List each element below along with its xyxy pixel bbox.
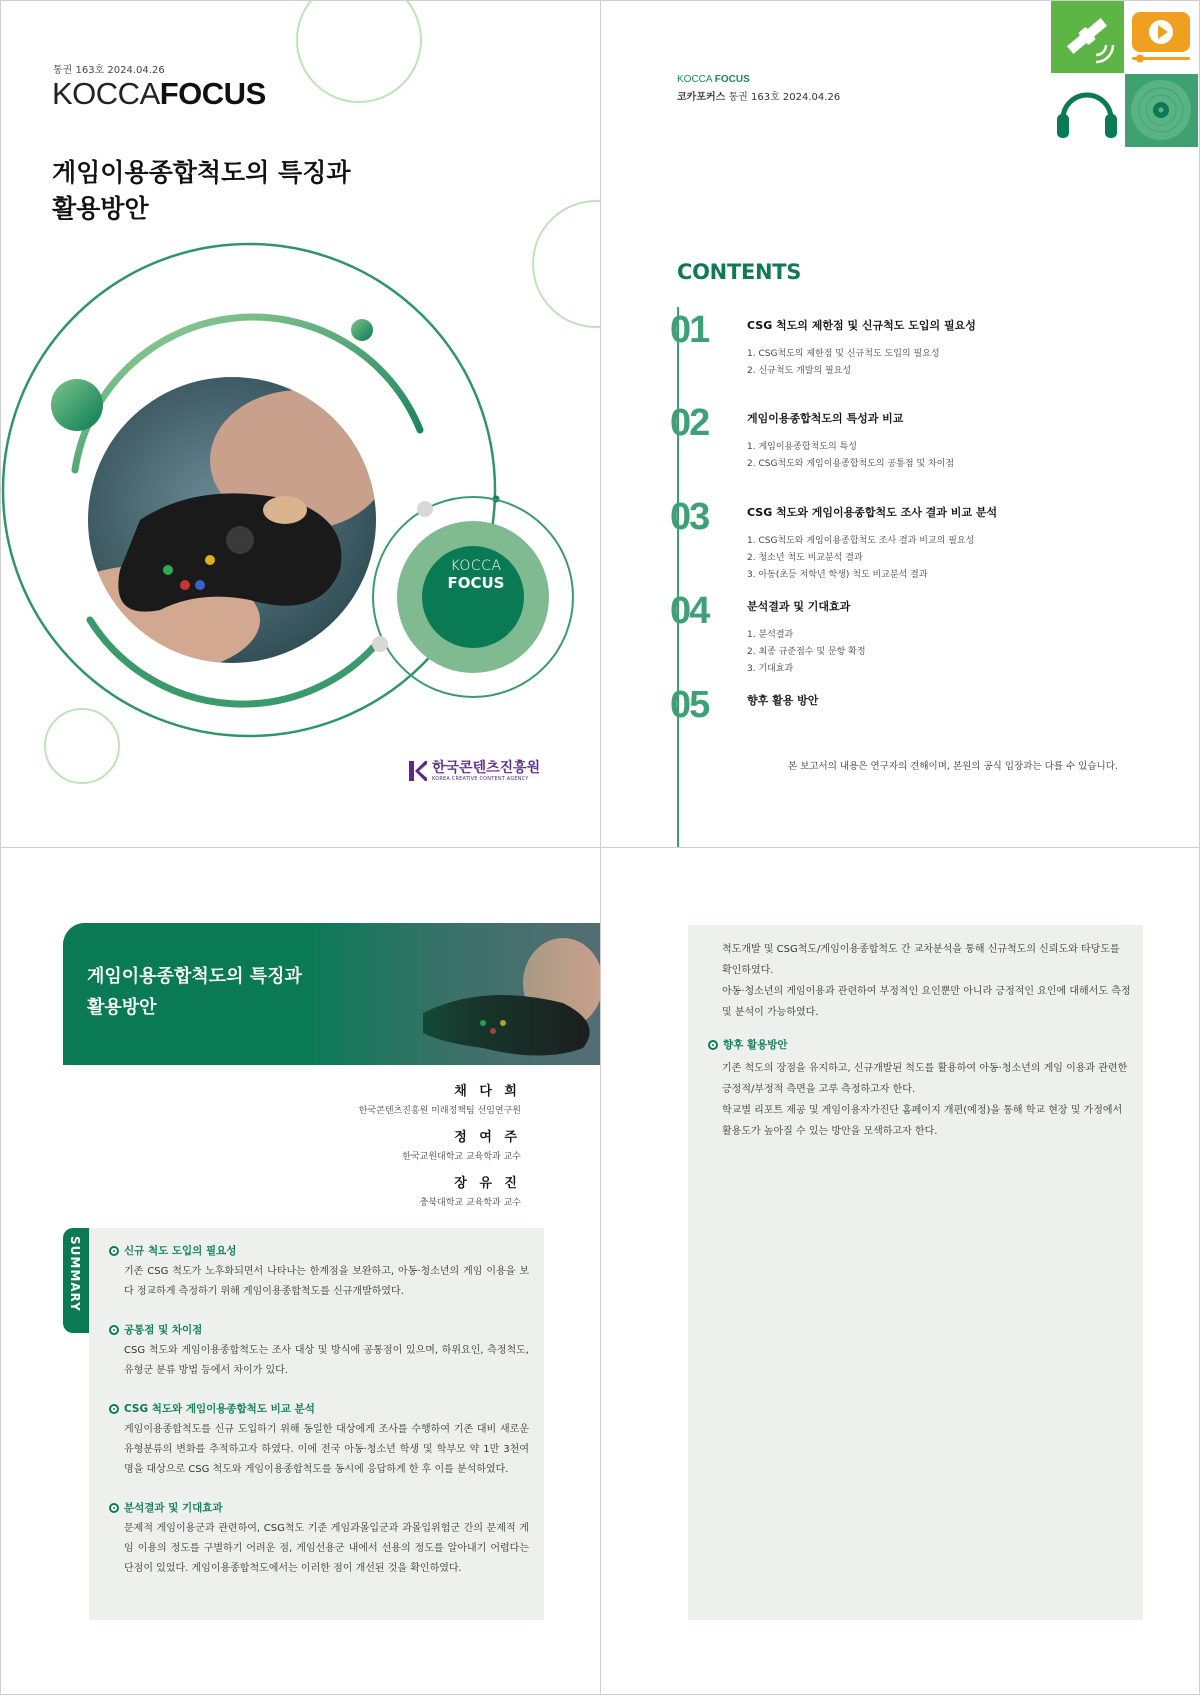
toc-num-1: 01 [670, 309, 709, 351]
author-list [359, 1080, 521, 1218]
summary-tab-label: SUMMARY [68, 1236, 82, 1312]
vinyl-disc-icon [1125, 74, 1198, 147]
summary-heading-text: 향후 활용방안 [723, 1039, 788, 1051]
continued-para-3: 기존 척도의 장점을 유지하고, 신규개발된 척도를 활용하여 아동·청소년의 게임 이용과 관련한 긍정적/부정적 측면을 고루 측정하고자 한다. [722, 1063, 1128, 1095]
deco-circle-right [533, 201, 600, 327]
tile-disc [1125, 74, 1198, 147]
summary-heading [708, 1037, 1128, 1052]
toc-sub-4-3: 3. 기대효과 [747, 664, 794, 674]
toc-num-5: 05 [670, 684, 709, 726]
continued-para-2: 아동·청소년의 게임이용과 관련하여 부정적인 요인뿐만 아니라 긍정적인 요인에 대해서도 측정 및 분석이 가능하였다. [722, 986, 1131, 1018]
satellite-icon [1051, 0, 1124, 73]
author-affiliation: 한국콘텐츠진흥원 미래정책팀 선임연구원 [358, 1106, 521, 1116]
continued-para-4: 학교별 리포트 제공 및 게임이용자가진단 홈페이지 개편(예정)을 통해 학교 현장 및 가정에서 활용도가 높아질 수 있는 방안을 모색하고자 한다. [722, 1105, 1123, 1137]
contents-issue [677, 88, 840, 103]
cover-illustration [0, 0, 600, 847]
brand-thin: KOCCA [52, 76, 160, 111]
article-title-line-2: 활용방안 [87, 997, 157, 1018]
agency-logo [408, 760, 540, 782]
toc-sub-3-3: 3. 아동(초등 저학년 학생) 척도 비교분석 결과 [747, 570, 928, 580]
article-title-line-1: 게임이용종합척도의 특징과 [87, 966, 302, 987]
author-3 [359, 1172, 521, 1208]
bullet-icon [109, 1246, 119, 1256]
summary-heading [109, 1500, 529, 1515]
author-name: 채 다 희 [454, 1084, 521, 1099]
headphones-icon [1051, 74, 1124, 147]
tile-headphones [1051, 74, 1124, 147]
summary-tab [63, 1228, 89, 1333]
agency-name-ko: 한국콘텐츠진흥원 [432, 760, 541, 776]
toc-bar [677, 307, 679, 847]
cover-page [0, 0, 600, 847]
summary-body: CSG 척도와 게임이용종합척도는 조사 대상 및 방식에 공통점이 있으며, 하위요인, 측정척도, 유형군 분류 방법 등에서 차이가 있다. [124, 1345, 529, 1376]
disclaimer: 본 보고서의 내용은 연구자의 견해이며, 본원의 공식 입장과는 다를 수 있습니다. [788, 761, 1118, 772]
bullet-icon [109, 1503, 119, 1513]
contents-issue-bold: 코카포커스 [677, 92, 726, 103]
summary-section-3 [109, 1401, 529, 1480]
badge-line-2: FOCUS [447, 574, 505, 592]
deco-ball-small [351, 319, 373, 341]
toc-title-1: CSG 척도의 제한점 및 신규척도 도입의 필요성 [747, 319, 976, 332]
toc-sub-4-1: 1. 분석결과 [747, 630, 794, 640]
summary-section-2 [109, 1322, 529, 1381]
spread-divider-horizontal [0, 847, 1200, 848]
toc-sub-2-2: 2. CSG척도와 게임이용종합척도의 공통점 및 차이점 [747, 459, 955, 469]
summary-section-4 [109, 1500, 529, 1579]
author-name: 장 유 진 [454, 1176, 521, 1191]
deco-ball-large [51, 379, 103, 431]
tile-satellite [1051, 0, 1124, 73]
toc-sub-3-1: 1. CSG척도와 게임이용종합척도 조사 결과 비교의 필요성 [747, 536, 975, 546]
article-banner [63, 923, 600, 1065]
summary-heading-text: 신규 척도 도입의 필요성 [124, 1245, 237, 1257]
toc-title-3: CSG 척도와 게임이용종합척도 조사 결과 비교 분석 [747, 506, 998, 519]
contents-brand [677, 74, 840, 85]
article-title [87, 961, 302, 1023]
summary-continued-page [600, 848, 1200, 1695]
toc-sub-3-2: 2. 청소년 척도 비교분석 결과 [747, 553, 863, 563]
summary-heading [109, 1243, 529, 1258]
summary-section-1 [109, 1243, 529, 1302]
summary-heading [109, 1322, 529, 1337]
toc-num-3: 03 [670, 496, 709, 538]
cover-title-line-1: 게임이용종합척도의 특징과 [52, 158, 351, 187]
kocca-focus-badge [396, 558, 556, 592]
author-affiliation: 한국교원대학교 교육학과 교수 [402, 1152, 521, 1162]
contents-header [677, 74, 840, 103]
summary-heading-text: CSG 척도와 게임이용종합척도 비교 분석 [124, 1403, 315, 1415]
toc-sub-1-1: 1. CSG척도의 제한점 및 신규척도 도입의 필요성 [747, 349, 940, 359]
summary-body: 게임이용종합척도를 신규 도입하기 위해 동일한 대상에게 조사를 수행하여 기존 대비 새로운 유형분류의 변화를 추적하고자 하였다. 이에 전국 아동·청소년 학생 및 학부모 약 1만 3천여 명을 대상으로 CSG 척도와 게임이용종합척도를 동시에 응답하게 한 후 이를 분석하였다. [124, 1424, 529, 1475]
contents-brand-bold: FOCUS [714, 74, 750, 85]
continued-para-1: 척도개발 및 CSG척도/게임이용종합척도 간 교차분석을 통해 신규척도의 신뢰도와 타당도를 확인하였다. [722, 944, 1120, 976]
agency-logo-icon [408, 760, 428, 782]
author-affiliation: 충북대학교 교육학과 교수 [419, 1198, 521, 1208]
summary-heading-text: 분석결과 및 기대효과 [124, 1502, 223, 1514]
author-1 [359, 1080, 521, 1116]
author-2 [359, 1126, 521, 1162]
contents-brand-thin: KOCCA [677, 74, 713, 85]
deco-circle-top [297, 0, 421, 102]
contents-issue-rest: 통권 163호 2024.04.26 [728, 92, 841, 103]
toc-sub-1-2: 2. 신규척도 개발의 필요성 [747, 366, 852, 376]
bullet-icon [708, 1040, 718, 1050]
toc-title-4: 분석결과 및 기대효과 [747, 600, 851, 613]
video-play-icon [1125, 0, 1198, 73]
badge-line-1: KOCCA [450, 558, 502, 574]
contents-heading: CONTENTS [677, 260, 802, 284]
toc-title-5: 향후 활용 방안 [747, 694, 819, 707]
article-page [0, 848, 600, 1695]
contents-page [600, 0, 1200, 847]
summary-body: 기존 CSG 척도가 노후화되면서 나타나는 한계점을 보완하고, 아동·청소년의 게임 이용을 보다 정교하게 측정하기 위해 게임이용종합척도를 신규개발하였다. [124, 1266, 529, 1297]
summary-box [89, 1228, 544, 1620]
author-name: 정 여 주 [454, 1130, 521, 1145]
summary-section-5 [708, 1037, 1128, 1052]
badge-dot-bottom [372, 636, 388, 652]
summary-heading [109, 1401, 529, 1416]
tile-video [1125, 0, 1198, 73]
toc-sub-2-1: 1. 게임이용종합척도의 특성 [747, 442, 857, 452]
toc-num-2: 02 [670, 402, 709, 444]
summary-heading-text: 공통점 및 차이점 [124, 1324, 203, 1336]
badge-dot-top [417, 501, 433, 517]
deco-circle-bottom [45, 709, 119, 783]
bullet-icon [109, 1404, 119, 1414]
cover-title-line-2: 활용방안 [52, 194, 149, 223]
issue-info: 통권 163호 2024.04.26 [53, 65, 165, 76]
bullet-icon [109, 1325, 119, 1335]
icon-tiles [1051, 0, 1200, 148]
agency-name-en: KOREA CREATIVE CONTENT AGENCY [432, 776, 529, 782]
toc-sub-4-2: 2. 최종 규준점수 및 문항 확정 [747, 647, 866, 657]
brand-bold: FOCUS [159, 76, 266, 111]
summary-continued-box [688, 925, 1143, 1620]
toc-title-2: 게임이용종합척도의 특성과 비교 [747, 412, 904, 425]
summary-body: 문제적 게임이용군과 관련하여, CSG척도 기준 게임과몰입군과 과몰입위험군 간의 문제적 게임 이용의 정도를 구별하기 어려운 점, 게임선용군 내에서 선용의 정도를 알아내기 어렵다는 단점이 있었다. 게임이용종합척도에서는 이러한 점이 개선된 것을 확인하였다. [124, 1523, 529, 1574]
toc-num-4: 04 [670, 590, 709, 632]
